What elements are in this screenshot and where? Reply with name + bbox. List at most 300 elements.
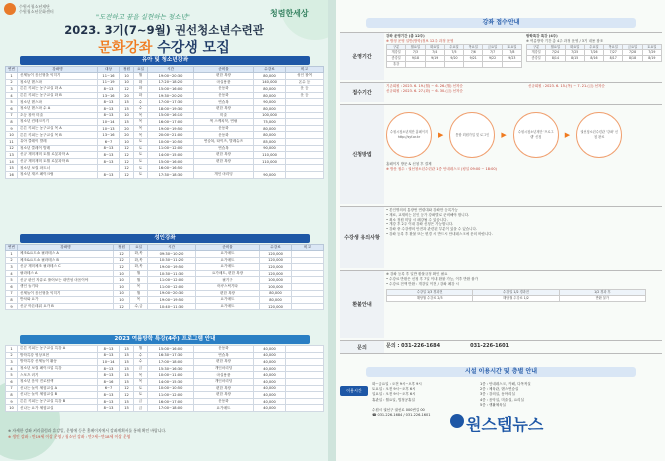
period-section bbox=[340, 32, 662, 80]
table-cell: 14:00~15:00 bbox=[148, 152, 194, 159]
table-cell bbox=[286, 152, 324, 159]
table-cell: 체조&요도쇼 필라테스 A bbox=[18, 251, 114, 258]
table-cell: 튼튼 키피는 농구교실 목 A bbox=[18, 125, 98, 132]
table-cell: 15:00~16:00 bbox=[148, 346, 194, 353]
table-row bbox=[6, 73, 324, 80]
table-header: 금요일 bbox=[623, 44, 642, 50]
slogan: "도전하고 꿈을 실현하는 청소년" bbox=[96, 13, 190, 21]
table-cell bbox=[406, 61, 425, 67]
table-cell: 85,000 bbox=[254, 138, 286, 145]
news-watermark: 원스텝뉴스 bbox=[466, 415, 544, 434]
table-cell: 온수 등 bbox=[286, 79, 324, 86]
table-cell: 10~13 bbox=[98, 125, 120, 132]
table-row bbox=[6, 138, 324, 145]
table-cell: 화 bbox=[134, 92, 148, 99]
summer-heading: 2023 여름방학 특강(4주) 프로그램 안내 bbox=[20, 335, 310, 344]
table-cell bbox=[286, 138, 324, 145]
table-cell: 요가매트 bbox=[196, 303, 260, 310]
floor-line: 5층 : 생활체육실 bbox=[480, 402, 506, 407]
table-cell: 5 bbox=[6, 99, 18, 106]
table-row bbox=[6, 303, 324, 310]
apply-label: 접수기간 bbox=[340, 83, 384, 102]
table-header: 금요일 bbox=[483, 44, 502, 50]
table-cell: 7/4 bbox=[425, 50, 444, 56]
table-cell: 7/7 bbox=[483, 50, 502, 56]
table-cell: 12 bbox=[120, 392, 134, 399]
refund-value: 해당월 수강료 2/3 bbox=[387, 296, 473, 302]
table-cell: 80,000 bbox=[254, 86, 286, 93]
table-cell: 4 bbox=[6, 92, 18, 99]
table-cell: 11:00~12:00 bbox=[148, 283, 196, 290]
org-name: 수원시청소년재단 bbox=[19, 4, 50, 9]
table-row bbox=[6, 158, 324, 165]
arrow-icon: ▶ bbox=[501, 130, 507, 139]
table-cell: 9/22 bbox=[483, 56, 502, 62]
table-cell: 120,000 bbox=[260, 303, 292, 310]
table-cell: 80,000 bbox=[254, 105, 286, 112]
table-row bbox=[6, 257, 324, 264]
facility-heading: 시설 이용시간 및 층별 안내 bbox=[366, 367, 636, 377]
table-cell: 목 bbox=[134, 119, 148, 126]
table-cell bbox=[286, 365, 324, 372]
apply-heading: 강좌 접수안내 bbox=[366, 18, 636, 28]
contact-label: 문의 bbox=[340, 341, 384, 353]
table-cell: 15 bbox=[120, 346, 134, 353]
table-cell: 편한 복장 bbox=[194, 105, 254, 112]
facility-contact: ☎ 031-226-1684 / 031-226-1601 bbox=[372, 413, 431, 418]
table-row bbox=[6, 251, 324, 258]
table-header: 목요일 bbox=[604, 44, 623, 50]
table-cell: 금 bbox=[134, 365, 148, 372]
facility-label: 이용시간 bbox=[340, 386, 368, 396]
note-1: ※ 자세한 강좌 커리큘럼과 휴강일, 운영에 등은 홈페이지에서 강좌계획서를 통해 확인 바랍니다. bbox=[8, 428, 167, 433]
table-cell: 80,000 bbox=[260, 290, 292, 297]
table-cell: 화 bbox=[134, 79, 148, 86]
table-cell bbox=[292, 251, 324, 258]
table-cell: 연습복 bbox=[194, 99, 254, 106]
table-cell: 15 bbox=[120, 372, 134, 379]
table-cell: 목 bbox=[130, 297, 148, 304]
table-cell: 8~13 bbox=[98, 346, 120, 353]
table-cell: 40,000 bbox=[254, 352, 286, 359]
table-cell: 40,000 bbox=[254, 405, 286, 412]
table-row bbox=[6, 365, 324, 372]
left-panel bbox=[0, 0, 328, 461]
table-cell: 신규 아픈데위 요가 B bbox=[18, 303, 114, 310]
table-cell: 12 bbox=[120, 165, 134, 172]
table-cell: 개강일 bbox=[387, 50, 406, 56]
table-cell: 종강일 bbox=[527, 56, 546, 62]
table-cell: 토 bbox=[134, 165, 148, 172]
table-cell: 120,000 bbox=[260, 251, 292, 258]
table-cell: 체조&요도쇼 필라테스 B bbox=[18, 257, 114, 264]
table-cell: 월 bbox=[130, 290, 148, 297]
table-header: 준비물 bbox=[196, 245, 260, 251]
table-cell bbox=[286, 125, 324, 132]
table-header: 비고 bbox=[286, 67, 324, 73]
caution-line: • 본인명의의 통장번 연령대와 강좌만 등록가능 bbox=[386, 208, 458, 212]
table-cell: 편한 복장 bbox=[194, 359, 254, 366]
org-sub: 수원청소년문화센터 bbox=[19, 9, 54, 14]
hours-line: 화~금요일 : 오전 9시~오후 9시 bbox=[372, 382, 422, 386]
table-cell: 신규 판인 자유로 풀어보는 내면성 마음이야 bbox=[18, 277, 114, 284]
table-cell: 유아 클레이 발레 bbox=[18, 138, 98, 145]
table-header: 연번 bbox=[6, 67, 18, 73]
table-cell: 90,000 bbox=[254, 171, 286, 178]
table-cell bbox=[292, 303, 324, 310]
caution-label: 수강생 유의사항 bbox=[340, 207, 384, 268]
table-cell: 10 bbox=[120, 112, 134, 119]
youth-table bbox=[5, 66, 323, 179]
table-cell: 신규 재미재미 토월 로봇과학 A bbox=[18, 152, 98, 159]
note-2: ※ 생인 강좌 : 만19세 이상 운영 / 청소년 강좌 : 만7세~만18세 이상 운영 bbox=[8, 434, 131, 439]
table-row bbox=[6, 392, 324, 399]
table-cell bbox=[254, 165, 286, 172]
table-header: 월요일 bbox=[546, 44, 565, 50]
table-header: 월요일 bbox=[406, 44, 425, 50]
table-row bbox=[6, 385, 324, 392]
caution-line: • 재료, 교재비는 본인 등가 강좌별로 준비해야 합니다. bbox=[386, 212, 470, 217]
org-logo bbox=[4, 3, 54, 15]
table-header: 화요일 bbox=[425, 44, 444, 50]
table-cell: 3 bbox=[6, 264, 18, 271]
table-cell: 13~16 bbox=[98, 92, 120, 99]
table-cell: 75,000 bbox=[254, 119, 286, 126]
table-cell: 10 bbox=[120, 73, 134, 80]
brand-logo: 청렴한세상 bbox=[270, 9, 309, 18]
table-cell: 8/17 bbox=[604, 56, 623, 62]
table-cell bbox=[286, 359, 324, 366]
table-cell: 스포츠 러기 bbox=[18, 372, 98, 379]
table-cell: 10 bbox=[114, 277, 130, 284]
news-logo-icon bbox=[450, 414, 464, 428]
table-header: 수요일 bbox=[584, 44, 603, 50]
table-cell: 요가매트 bbox=[196, 264, 260, 271]
table-cell: 10:00~10:50 bbox=[148, 138, 194, 145]
table-cell: 미술 bbox=[194, 112, 254, 119]
table-cell: 17:30~18:30 bbox=[148, 171, 194, 178]
table-cell: 19:00~20:30 bbox=[148, 73, 194, 80]
table-cell: 17:00~18:00 bbox=[148, 405, 194, 412]
table-cell: 10:30~11:30 bbox=[148, 270, 196, 277]
table-cell: 개강일 bbox=[527, 50, 546, 56]
table-cell: 8 bbox=[6, 297, 18, 304]
table-cell: 1 bbox=[6, 73, 18, 80]
table-cell: 토 bbox=[134, 171, 148, 178]
table-cell: 09:30~10:20 bbox=[148, 251, 196, 258]
table-cell: 6~7 bbox=[98, 138, 120, 145]
floor-line: 1층 : 안내데스크, 카페, 다목적실 bbox=[480, 382, 531, 386]
table-header: 수강료 bbox=[254, 67, 286, 73]
table-cell: 15 bbox=[120, 365, 134, 372]
table-cell: 월 bbox=[130, 277, 148, 284]
table-cell: 8~13 bbox=[98, 152, 120, 159]
table-cell: 8~13 bbox=[98, 112, 120, 119]
table-cell bbox=[286, 346, 324, 353]
table-cell bbox=[425, 61, 444, 67]
table-row bbox=[527, 56, 662, 62]
table-cell: 9/19 bbox=[425, 56, 444, 62]
table-cell: 9/18 bbox=[406, 56, 425, 62]
table-cell: 20:00~21:00 bbox=[148, 132, 194, 139]
table-row bbox=[6, 125, 324, 132]
table-cell: 월 bbox=[134, 346, 148, 353]
table-cell: 목 bbox=[134, 378, 148, 385]
table-cell: 토 bbox=[134, 152, 148, 159]
table-cell: 요가매트 bbox=[196, 251, 260, 258]
table-header: 1/2 경과 후 bbox=[559, 290, 645, 296]
table-row bbox=[6, 92, 324, 99]
table-row bbox=[6, 372, 324, 379]
step-homepage: 수원시청소년재단 홈페이지 http://syf.or.kr bbox=[386, 112, 432, 158]
table-cell: 19:00~19:50 bbox=[148, 125, 194, 132]
table-cell: 운동화 bbox=[194, 92, 254, 99]
table-cell: 어쿠스틱기타 bbox=[196, 283, 260, 290]
table-cell: 6~7 bbox=[98, 385, 120, 392]
table-cell: 6 bbox=[6, 105, 18, 112]
table-header: 비고 bbox=[292, 245, 324, 251]
caution-section bbox=[340, 206, 662, 268]
table-cell: 편한 복장 bbox=[194, 392, 254, 399]
table-cell: 튼튼 키피는 농구교실 목 B bbox=[18, 132, 98, 139]
table-cell: 7/25 bbox=[565, 50, 584, 56]
table-cell bbox=[286, 352, 324, 359]
table-cell: 목 bbox=[134, 125, 148, 132]
hours-line: 토요일 : 오전 9시~오후 6시 bbox=[372, 387, 416, 392]
table-cell bbox=[286, 158, 324, 165]
table-cell: 15 bbox=[120, 119, 134, 126]
table-cell: 12 bbox=[120, 158, 134, 165]
table-cell: 16:00~17:00 bbox=[148, 119, 194, 126]
table-cell: 17:00~18:00 bbox=[148, 359, 194, 366]
table-cell: 8~13 bbox=[98, 105, 120, 112]
table-cell bbox=[98, 165, 120, 172]
table-cell: 11:00~12:00 bbox=[148, 392, 194, 399]
table-cell: 8/14 bbox=[546, 56, 565, 62]
table-header: 준비물 bbox=[194, 67, 254, 73]
table-cell: 10 bbox=[114, 283, 130, 290]
table-cell: 목 bbox=[130, 283, 148, 290]
table-cell: 색 스케치북, 연필 bbox=[194, 119, 254, 126]
table-cell: 운동화 bbox=[194, 86, 254, 93]
table-cell: 토 bbox=[134, 385, 148, 392]
table-cell bbox=[194, 165, 254, 172]
table-row bbox=[6, 264, 324, 271]
table-cell: 12 bbox=[6, 145, 18, 152]
table-header: 정원 bbox=[114, 245, 130, 251]
table-cell: 90,000 bbox=[254, 145, 286, 152]
table-cell bbox=[286, 99, 324, 106]
table-cell: 화,목 bbox=[130, 251, 148, 258]
table-cell bbox=[292, 277, 324, 284]
youth-heading: 유아 및 청소년강좌 bbox=[20, 56, 310, 65]
table-cell bbox=[464, 61, 483, 67]
refund-line: • 수강료 반환은 신청 후 7일 이내 환불 가능, 이후 반환 불가 bbox=[386, 276, 479, 281]
table-cell: 마실용품 bbox=[194, 79, 254, 86]
table-cell: 17:20~18:20 bbox=[148, 79, 194, 86]
table-cell: 8~13 bbox=[98, 352, 120, 359]
table-cell: 8~16 bbox=[98, 378, 120, 385]
table-row bbox=[6, 346, 324, 353]
period-left-title: 강좌 운영기간 (총 12주) bbox=[386, 34, 425, 38]
table-header: 요일 bbox=[134, 67, 148, 73]
table-cell: 10 bbox=[114, 297, 130, 304]
table-cell: 80,000 bbox=[260, 297, 292, 304]
period-right-title: 방학특강 특강 (4주) bbox=[526, 34, 558, 38]
caution-line: • 최소 정원 미달 시 폐강될 수 있습니다. bbox=[386, 217, 448, 222]
table-cell: 마실용품 bbox=[194, 372, 254, 379]
table-cell: 개인마리딩 bbox=[194, 378, 254, 385]
table-cell: 신규 재미체조 필라테스 C bbox=[18, 264, 114, 271]
table-cell bbox=[286, 171, 324, 178]
table-cell: 운 등 bbox=[286, 92, 324, 99]
table-cell: 17:00~17:30 bbox=[148, 99, 194, 106]
table-cell: 7 bbox=[6, 385, 18, 392]
table-cell: 16 bbox=[6, 171, 18, 178]
table-cell: 8~13 bbox=[98, 171, 120, 178]
step-program: 수원시청소년재단 '프로그램' 신청 bbox=[513, 112, 559, 158]
arrow-icon: ▶ bbox=[438, 130, 444, 139]
caution-line: • 개강 후 2주 이내 강좌 신청은 가능합니다. bbox=[386, 222, 454, 227]
table-cell bbox=[286, 132, 324, 139]
table-cell: 11~16 bbox=[98, 73, 120, 80]
table-cell: 신나는 놀이 체험교실 B bbox=[18, 392, 98, 399]
table-cell: 12 bbox=[114, 303, 130, 310]
table-cell: 7/5 bbox=[444, 50, 463, 56]
table-header: 구분 bbox=[387, 44, 406, 50]
period-text-right: ※ 여름방학 기간 총 4주 과정 운영 / 3기 내용 참조 bbox=[526, 38, 604, 43]
table-header: 대상 bbox=[98, 67, 120, 73]
table-cell: 14:00~15:30 bbox=[148, 378, 194, 385]
table-row bbox=[6, 145, 324, 152]
table-row bbox=[6, 378, 324, 385]
table-cell bbox=[286, 119, 324, 126]
summer-table bbox=[5, 345, 323, 412]
table-header: 수요일 bbox=[444, 44, 463, 50]
refund-value: 해당월 수강료 1/2 bbox=[473, 296, 559, 302]
table-cell: 10 bbox=[120, 79, 134, 86]
table-cell: 10 bbox=[114, 270, 130, 277]
table-row bbox=[6, 152, 324, 159]
table-cell: 16:00~16:50 bbox=[148, 165, 194, 172]
table-row bbox=[6, 105, 324, 112]
table-cell: 8~13 bbox=[98, 398, 120, 405]
table-cell: 11 bbox=[6, 138, 18, 145]
table-cell bbox=[286, 165, 324, 172]
table-cell bbox=[286, 378, 324, 385]
table-header: 시간 bbox=[148, 67, 194, 73]
table-cell: 편한 복장 bbox=[194, 152, 254, 159]
method-section bbox=[340, 104, 662, 204]
table-cell: 15 bbox=[120, 359, 134, 366]
table-cell: 토 bbox=[134, 145, 148, 152]
table-cell: 10 bbox=[114, 290, 130, 297]
table-cell: 9 bbox=[6, 303, 18, 310]
table-cell: 40,000 bbox=[254, 365, 286, 372]
table-cell: 8~13 bbox=[98, 405, 120, 412]
floor-line: 2층 : 체육관, 댄스연습실 bbox=[480, 387, 519, 392]
table-cell: 연습복 bbox=[194, 145, 254, 152]
table-cell: 40,000 bbox=[254, 398, 286, 405]
table-cell: 19:30~20:20 bbox=[148, 92, 194, 99]
table-cell: 청소년 음악 진로탐색 bbox=[18, 378, 98, 385]
table-header: 목요일 bbox=[464, 44, 483, 50]
table-cell: 편한 복장 bbox=[196, 290, 260, 297]
table-cell: 청소년 컨테크키기 bbox=[18, 119, 98, 126]
table-cell: 40,000 bbox=[254, 392, 286, 399]
table-cell: 80,000 bbox=[254, 132, 286, 139]
refund-section bbox=[340, 270, 662, 338]
table-header: 시간 bbox=[148, 245, 196, 251]
table-cell: 8~13 bbox=[98, 372, 120, 379]
refund-line: • 수강료 전액 반환 : 개강일 이전 / 강좌 폐강 시 bbox=[386, 281, 460, 286]
table-cell: 7/29 bbox=[642, 50, 661, 56]
table-cell bbox=[292, 290, 324, 297]
table-cell: 8/16 bbox=[584, 56, 603, 62]
caution-line: • 강좌 중 수강생의 안전과 관련된 부분이 있을 수 있습니다. bbox=[386, 227, 477, 232]
table-header: 연번 bbox=[6, 245, 18, 251]
table-cell: 금 bbox=[134, 405, 148, 412]
table-cell: 연습복, 타이즈, 발레슈즈 bbox=[194, 138, 254, 145]
table-cell: 8 bbox=[6, 392, 18, 399]
table-cell: 9 bbox=[6, 125, 18, 132]
table-cell: 12 bbox=[120, 145, 134, 152]
arrow-icon: ▶ bbox=[564, 130, 571, 139]
table-cell: 신체놀이 음신형을 익히기 bbox=[18, 73, 98, 80]
table-cell: 9/23 bbox=[502, 56, 521, 62]
table-cell: 요가매트 bbox=[194, 405, 254, 412]
table-cell bbox=[286, 145, 324, 152]
table-cell: 15 bbox=[6, 165, 18, 172]
table-cell bbox=[286, 405, 324, 412]
table-cell: 목 bbox=[134, 112, 148, 119]
table-cell: 9 bbox=[6, 398, 18, 405]
table-header: 정원 bbox=[120, 67, 134, 73]
table-row bbox=[6, 132, 324, 139]
contact-phone-2: 031-226-1601 bbox=[470, 343, 510, 349]
table-row bbox=[6, 283, 324, 290]
table-cell: 4 bbox=[6, 365, 18, 372]
table-cell bbox=[483, 61, 502, 67]
table-cell: 100,000 bbox=[260, 283, 292, 290]
table-cell: 요가매트, 편한 복장 bbox=[196, 270, 260, 277]
table-cell: 7/3 bbox=[406, 50, 425, 56]
table-cell: 16:30~17:30 bbox=[148, 352, 194, 359]
table-cell: 15:00~16:00 bbox=[148, 158, 194, 165]
table-cell: 편한 복장 bbox=[194, 73, 254, 80]
table-cell: 화,목 bbox=[130, 264, 148, 271]
table-cell: 목 bbox=[134, 132, 148, 139]
table-cell: 8 bbox=[6, 119, 18, 126]
adult-table bbox=[5, 244, 323, 310]
table-row bbox=[6, 79, 324, 86]
table-cell: 8/15 bbox=[565, 56, 584, 62]
table-cell: 12 bbox=[120, 385, 134, 392]
table-cell: 수 bbox=[134, 99, 148, 106]
table-cell: 2 bbox=[6, 257, 18, 264]
table-cell: 6 bbox=[6, 283, 18, 290]
table-cell: 120,000 bbox=[260, 264, 292, 271]
adult-heading: 성인강좌 bbox=[20, 234, 310, 243]
table-row bbox=[6, 165, 324, 172]
table-cell: 15:00~16:00 bbox=[148, 86, 194, 93]
table-cell: 110,000 bbox=[254, 158, 286, 165]
table-cell: 신나는 요가 체험교실 bbox=[18, 405, 98, 412]
table-cell: 120,000 bbox=[260, 257, 292, 264]
table-cell: 15 bbox=[120, 99, 134, 106]
table-cell: 140,000 bbox=[254, 79, 286, 86]
table-cell bbox=[286, 105, 324, 112]
